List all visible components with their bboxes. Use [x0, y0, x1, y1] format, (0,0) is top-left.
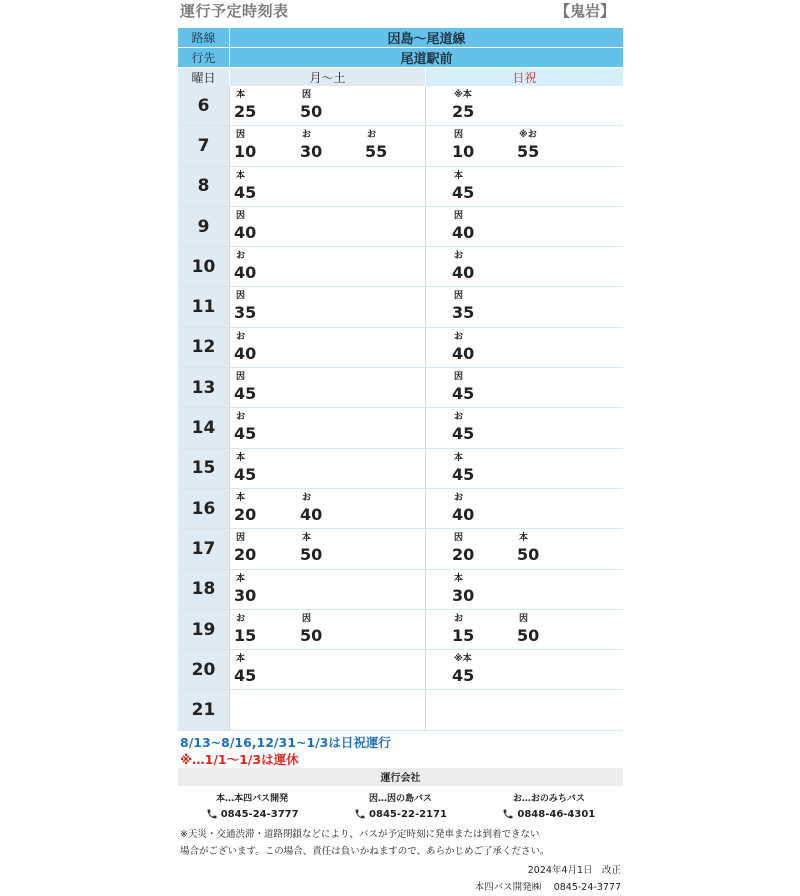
holiday-cell	[426, 529, 623, 568]
departure	[232, 572, 292, 606]
holiday-cell	[426, 449, 623, 488]
operator-mark: 因	[519, 613, 529, 624]
departure-minute: 50	[517, 625, 540, 645]
operator-mark: お	[302, 492, 312, 503]
departure	[450, 410, 510, 444]
day-label: 曜日	[178, 68, 230, 86]
departure	[298, 491, 358, 525]
operator-mark: 本	[519, 533, 529, 544]
holiday-cell	[426, 287, 623, 326]
weekday-cell	[230, 167, 426, 206]
hour-label: 15	[178, 449, 230, 488]
timetable-body	[178, 86, 623, 731]
holiday-cell	[426, 328, 623, 367]
departure-minute: 40	[234, 343, 257, 363]
departure	[232, 410, 292, 444]
weekday-cell	[230, 287, 426, 326]
departure	[232, 88, 292, 122]
hour-label: 11	[178, 287, 230, 326]
hour-label: 12	[178, 328, 230, 367]
phone-number: 0848-46-4301	[517, 808, 596, 820]
departure-minute: 40	[234, 263, 257, 283]
destination-label: 行先	[178, 48, 230, 67]
hour-label: 8	[178, 167, 230, 206]
departure	[450, 531, 510, 565]
holiday-cell	[426, 126, 623, 165]
departure-minute: 20	[234, 545, 257, 565]
disclaimer-line: ※天災・交通渋滞・道路閉鎖などにより、バスが予定時刻に発車または到着できない	[180, 828, 540, 840]
hour-row	[178, 247, 623, 287]
departure-minute: 45	[234, 182, 257, 202]
departure-minute: 35	[452, 303, 475, 323]
hour-row	[178, 207, 623, 247]
departure-minute: 15	[234, 625, 257, 645]
hour-label: 7	[178, 126, 230, 165]
departure	[515, 128, 575, 162]
departure	[450, 652, 510, 686]
company-name: お…おのみちバス	[512, 794, 585, 805]
hour-row	[178, 126, 623, 166]
departure	[450, 209, 510, 243]
operator-mark: 因	[454, 372, 464, 383]
weekday-cell	[230, 86, 426, 125]
operator-mark: 因	[454, 210, 464, 221]
departure-minute: 45	[452, 424, 475, 444]
notes	[178, 734, 623, 768]
company-heading: 運行会社	[178, 768, 623, 786]
hour-label: 10	[178, 247, 230, 286]
departure-minute: 45	[234, 666, 257, 686]
destination-value: 尾道駅前	[230, 48, 623, 67]
operator-mark: 因	[454, 291, 464, 302]
holiday-cell	[426, 489, 623, 528]
operator-mark: お	[236, 412, 246, 423]
departure	[298, 128, 358, 162]
operator-mark: 因	[236, 372, 246, 383]
hour-row	[178, 328, 623, 368]
disclaimer	[178, 826, 623, 860]
hour-label: 20	[178, 650, 230, 689]
holiday-cell	[426, 86, 623, 125]
departure	[450, 128, 510, 162]
departure	[450, 289, 510, 323]
weekday-cell	[230, 610, 426, 649]
weekday-cell	[230, 247, 426, 286]
company-list	[178, 786, 623, 826]
hour-row	[178, 489, 623, 529]
hour-row	[178, 167, 623, 207]
departure-minute: 30	[452, 585, 475, 605]
departure	[232, 491, 292, 525]
timetable-page	[178, 0, 623, 896]
weekday-cell	[230, 207, 426, 246]
operator-contact: 本四バス開発㈱ 0845-24-3777	[474, 881, 621, 893]
departure	[232, 370, 292, 404]
departure-minute: 25	[452, 102, 475, 121]
operator-mark: お	[236, 251, 246, 262]
departure-minute: 55	[365, 142, 388, 162]
operator-mark: 本	[236, 654, 246, 665]
hour-row	[178, 368, 623, 408]
operator-mark: 本	[236, 573, 246, 584]
hour-row	[178, 287, 623, 327]
operator-mark: 本	[236, 90, 246, 100]
company-item	[475, 786, 623, 826]
route-row	[178, 28, 623, 48]
holiday-cell	[426, 610, 623, 649]
page-title: 運行予定時刻表	[180, 2, 289, 20]
departure-minute: 45	[452, 182, 475, 202]
departure	[450, 572, 510, 606]
operator-mark: 本	[454, 452, 464, 463]
departure-minute: 25	[234, 102, 257, 121]
departure	[232, 330, 292, 364]
suspension-note: ※…1/1〜1/3は運休	[180, 751, 299, 767]
weekday-cell	[230, 650, 426, 689]
departure	[450, 370, 510, 404]
hour-row	[178, 570, 623, 610]
departure-minute: 45	[452, 384, 475, 404]
departure	[515, 531, 575, 565]
operator-mark: 本	[454, 170, 464, 181]
departure	[450, 491, 510, 525]
departure-minute: 45	[452, 666, 475, 686]
departure	[450, 169, 510, 203]
departure-minute: 30	[234, 585, 257, 605]
operator-mark: お	[454, 331, 464, 342]
company-name: 因…因の島バス	[368, 794, 432, 805]
departure	[298, 612, 358, 646]
weekday-cell	[230, 408, 426, 447]
operator-mark: ※本	[454, 90, 472, 100]
operator-mark: 本	[236, 452, 246, 463]
operator-mark: 本	[236, 492, 246, 503]
disclaimer-line: 場合がございます。この場合、責任は負いかねますので、あらかじめご了承ください。	[180, 845, 550, 857]
holiday-cell	[426, 167, 623, 206]
departure-minute: 45	[234, 464, 257, 484]
weekday-cell	[230, 368, 426, 407]
phone-number: 0845-24-3777	[220, 808, 299, 820]
departure-minute: 45	[234, 424, 257, 444]
operator-mark: 因	[236, 291, 246, 302]
hour-row	[178, 529, 623, 569]
holiday-cell	[426, 570, 623, 609]
departure	[450, 330, 510, 364]
holiday-header: 日祝	[426, 68, 623, 86]
hour-label: 6	[178, 86, 230, 125]
departure-minute: 10	[452, 142, 475, 162]
holiday-cell	[426, 368, 623, 407]
operator-mark: お	[236, 613, 246, 624]
departure-minute: 40	[300, 504, 323, 524]
operator-mark: 因	[454, 130, 464, 141]
operator-mark: 本	[454, 573, 464, 584]
departure	[298, 531, 358, 565]
operator-mark: ※本	[454, 654, 472, 665]
operator-mark: お	[236, 331, 246, 342]
departure	[232, 289, 292, 323]
operator-mark: 因	[454, 533, 464, 544]
operator-mark: 因	[236, 210, 246, 221]
departure	[298, 88, 358, 122]
departure	[450, 249, 510, 283]
operator-mark: 因	[302, 613, 312, 624]
departure	[450, 88, 510, 122]
company-item	[326, 786, 474, 826]
departure-minute: 45	[234, 384, 257, 404]
weekday-cell	[230, 570, 426, 609]
departure-minute: 40	[452, 263, 475, 283]
hour-label: 18	[178, 570, 230, 609]
hour-label: 19	[178, 610, 230, 649]
weekday-cell	[230, 126, 426, 165]
operator-mark: お	[302, 130, 312, 141]
route-label: 路線	[178, 28, 230, 47]
weekday-cell	[230, 328, 426, 367]
weekday-cell	[230, 690, 426, 729]
phone-number: 0845-22-2171	[369, 808, 447, 820]
departure	[232, 612, 292, 646]
departure-minute: 50	[300, 102, 323, 121]
phone-icon	[206, 808, 218, 820]
hour-label: 21	[178, 690, 230, 729]
weekday-header: 月〜土	[230, 68, 426, 86]
operator-mark: お	[367, 130, 377, 141]
operator-mark: 本	[236, 170, 246, 181]
departure-minute: 50	[300, 545, 323, 565]
destination-row	[178, 48, 623, 68]
phone-icon	[354, 808, 366, 820]
hour-row	[178, 690, 623, 730]
stop-name: 【鬼岩】	[554, 2, 615, 20]
hour-row	[178, 408, 623, 448]
holiday-cell	[426, 247, 623, 286]
hour-label: 17	[178, 529, 230, 568]
weekday-cell	[230, 449, 426, 488]
departure-minute: 30	[300, 142, 323, 162]
departure-minute: 40	[452, 504, 475, 524]
company-phone[interactable]	[206, 808, 299, 820]
company-phone[interactable]	[354, 808, 447, 820]
departure-minute: 50	[300, 625, 323, 645]
operator-mark: 因	[236, 130, 246, 141]
weekday-cell	[230, 489, 426, 528]
route-value: 因島〜尾道線	[230, 28, 623, 47]
phone-icon	[502, 808, 514, 820]
operator-mark: 本	[302, 533, 312, 544]
departure-minute: 55	[517, 142, 540, 162]
departure-minute: 20	[234, 504, 257, 524]
departure-minute: 35	[234, 303, 257, 323]
departure-minute: 15	[452, 625, 475, 645]
operator-mark: 因	[302, 90, 312, 100]
hour-row	[178, 650, 623, 690]
hour-label: 9	[178, 207, 230, 246]
holiday-cell	[426, 690, 623, 729]
departure-minute: 40	[452, 222, 475, 242]
departure	[232, 209, 292, 243]
company-item	[178, 786, 326, 826]
hour-row	[178, 449, 623, 489]
holiday-cell	[426, 650, 623, 689]
operator-mark: お	[454, 613, 464, 624]
departure	[232, 451, 292, 485]
departure	[232, 128, 292, 162]
departure-minute: 45	[452, 464, 475, 484]
day-header-row	[178, 68, 623, 86]
departure-minute: 50	[517, 545, 540, 565]
departure	[232, 531, 292, 565]
departure	[450, 451, 510, 485]
hour-label: 14	[178, 408, 230, 447]
departure-minute: 40	[234, 222, 257, 242]
holiday-cell	[426, 207, 623, 246]
departure	[515, 612, 575, 646]
departure	[232, 169, 292, 203]
hour-label: 16	[178, 489, 230, 528]
operator-mark: お	[454, 492, 464, 503]
operator-mark: 因	[236, 533, 246, 544]
operator-mark: お	[454, 412, 464, 423]
operator-mark: ※お	[519, 130, 537, 141]
operator-mark: お	[454, 251, 464, 262]
page-header	[178, 0, 623, 28]
departure-minute: 40	[452, 343, 475, 363]
company-name: 本…本四バス開発	[216, 794, 289, 805]
hour-row	[178, 86, 623, 126]
departure	[232, 652, 292, 686]
hour-row	[178, 610, 623, 650]
weekday-cell	[230, 529, 426, 568]
company-phone[interactable]	[502, 808, 595, 820]
hour-label: 13	[178, 368, 230, 407]
departure	[363, 128, 423, 162]
departure	[450, 612, 510, 646]
holiday-cell	[426, 408, 623, 447]
departure	[232, 249, 292, 283]
holiday-operation-note: 8/13~8/16,12/31~1/3は日祝運行	[180, 734, 391, 750]
departure-minute: 20	[452, 545, 475, 565]
departure-minute: 10	[234, 142, 257, 162]
revision-date: 2024年4月1日 改正	[527, 864, 621, 876]
